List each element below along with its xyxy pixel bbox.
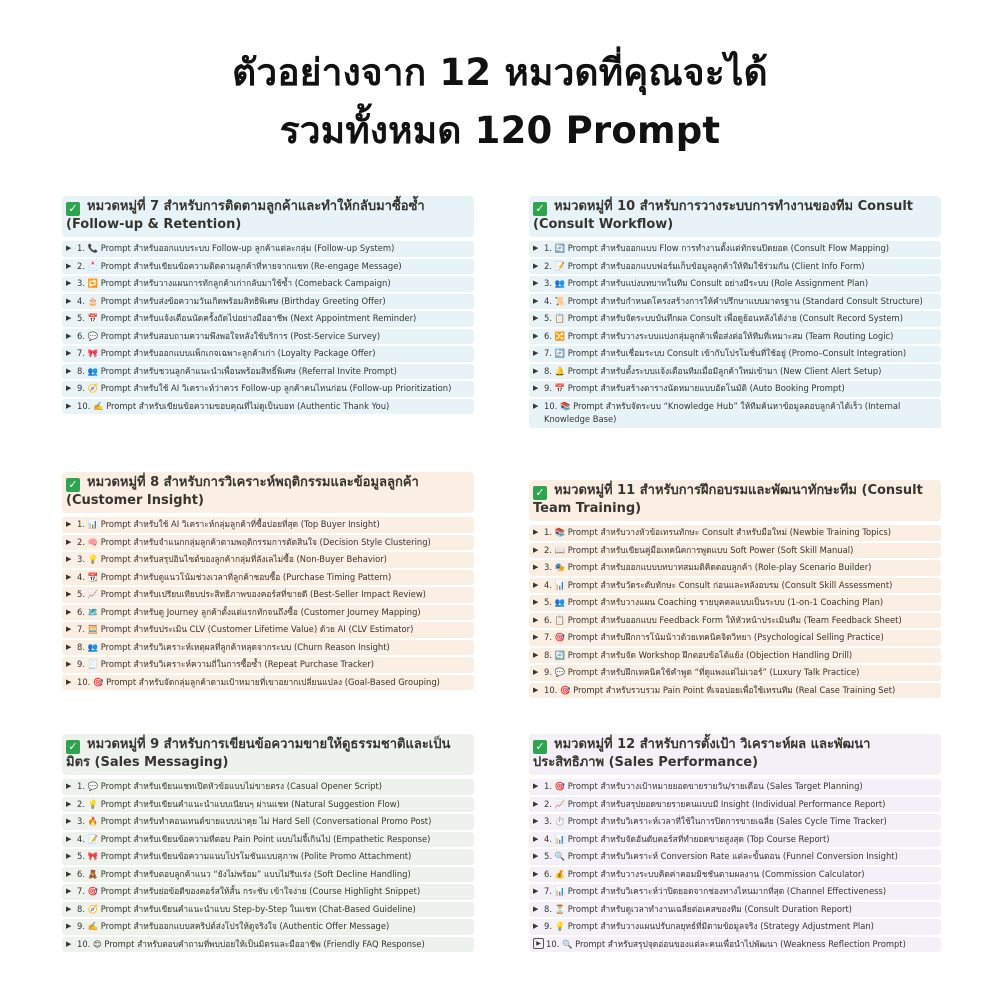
checkbox-icon: ✓ xyxy=(66,202,80,216)
toggle-triangle-icon[interactable]: ▶ xyxy=(533,650,539,659)
list-item[interactable]: ▶ 5. 🎀 Prompt สำหรับเขียนข้อความแนบโปรโมชันแบบสุภาพ (Polite Promo Attachment) xyxy=(62,849,474,865)
list-item[interactable]: ▶ 9. ✍️ Prompt สำหรับออกแบบสคริปต์ส่งโปรให้ดูจริงใจ (Authentic Offer Message) xyxy=(62,919,474,935)
prompt-list xyxy=(529,779,941,952)
page-title xyxy=(0,44,1000,160)
list-item[interactable]: ▶ 7. 🎯 Prompt สำหรับฝึกการโน้มน้าวด้วยเทคนิคจิตวิทยา (Psychological Selling Practice) xyxy=(529,630,941,646)
toggle-triangle-icon[interactable]: ▶ xyxy=(533,563,539,571)
title-line-2: รวมทั้งหมด 120 Prompt xyxy=(279,109,721,152)
list-item[interactable]: ▶ 5. 📈 Prompt สำหรับเปรียบเทียบประสิทธิภาพของคอร์สที่ขายดี (Best-Seller Impact Review) xyxy=(62,587,474,603)
list-item[interactable]: ▶ 8. 🧭 Prompt สำหรับเขียนคำแนะนำแบบ Step-by-Step ในแชท (Chat-Based Guideline) xyxy=(62,902,474,918)
list-item[interactable]: ▶ 9. 💬 Prompt สำหรับฝึกเทคนิคใช้คำพูด “ที่ดูแพงแต่ไม่เวอร์” (Luxury Talk Practice) xyxy=(529,665,941,681)
title-line-1: ตัวอย่างจาก 12 หมวดที่คุณจะได้ xyxy=(232,51,768,94)
list-item[interactable]: ▶ 10. 🎯 Prompt สำหรับรวบรวม Pain Point ที่เจอบ่อยเพื่อใช้เทรนทีม (Real Case Training Set) xyxy=(529,683,941,699)
list-item[interactable]: ▶ 9. 🧾 Prompt สำหรับวิเคราะห์ความถี่ในการซื้อซ้ำ (Repeat Purchase Tracker) xyxy=(62,657,474,673)
list-item[interactable]: ▶ 4. 📆 Prompt สำหรับดูแนวโน้มช่วงเวลาที่ลูกค้าชอบซื้อ (Purchase Timing Pattern) xyxy=(62,570,474,586)
toggle-triangle-icon[interactable]: ▶ xyxy=(533,366,539,375)
list-item[interactable]: ▶ 2. 📩 Prompt สำหรับเขียนข้อความติดตามลูกค้าที่หายจากแชท (Re-engage Message) xyxy=(62,259,474,275)
toggle-triangle-icon[interactable]: ▶ xyxy=(66,520,72,528)
toggle-triangle-icon[interactable]: ▶ xyxy=(533,331,539,340)
list-item[interactable]: ▶ 10. 😊 Prompt สำหรับตอบคำถามที่พบบ่อยให้เป็นมิตรและมืออาชีพ (Friendly FAQ Response) xyxy=(62,937,474,953)
toggle-triangle-icon[interactable]: ▶ xyxy=(66,922,72,930)
toggle-triangle-icon[interactable]: ▶ xyxy=(533,685,539,694)
list-item[interactable]: ▶ 3. 🎭 Prompt สำหรับออกแบบบทบาทสมมติคิดตอบลูกค้า (Role-play Scenario Builder) xyxy=(529,560,941,576)
toggle-triangle-icon[interactable]: ▶ xyxy=(533,633,539,641)
category-header: ✓ หมวดหมู่ที่ 9 สำหรับการเขียนข้อความขายให้ดูธรรมชาติและเป็นมิตร (Sales Messaging) xyxy=(62,734,474,775)
category-12 xyxy=(529,734,941,954)
toggle-triangle-icon[interactable]: ▶ xyxy=(66,834,72,843)
toggle-triangle-icon[interactable]: ▶ xyxy=(66,799,72,808)
toggle-triangle-icon[interactable]: ▶ xyxy=(533,668,539,676)
toggle-triangle-icon[interactable]: ▶ xyxy=(533,852,539,860)
list-item[interactable]: ▶ 10. 📚 Prompt สำหรับจัดระบบ “Knowledge Hub” ให้ทีมค้นหาข้อมูลตอบลูกค้าได้เร็ว (Internal Knowledge Base) xyxy=(529,399,941,428)
list-item[interactable]: ▶ 6. 🗺️ Prompt สำหรับดู Journey ลูกค้าตั้งแต่แรกทักจนถึงซื้อ (Customer Journey Mapping) xyxy=(62,605,474,621)
toggle-triangle-icon[interactable]: ▶ xyxy=(66,384,72,392)
category-header: ✓ หมวดหมู่ที่ 12 สำหรับการตั้งเป้า วิเคราะห์ผล และพัฒนาประสิทธิภาพ (Sales Performance) xyxy=(529,734,941,775)
list-item[interactable]: ▶ 6. 💬 Prompt สำหรับสอบถามความพึงพอใจหลังใช้บริการ (Post-Service Survey) xyxy=(62,329,474,345)
list-item[interactable]: ▶ 4. 📊 Prompt สำหรับจัดอันดับคอร์สที่ทำยอดขายสูงสุด (Top Course Report) xyxy=(529,832,941,848)
toggle-triangle-icon[interactable]: ▶ xyxy=(533,782,539,790)
toggle-triangle-icon[interactable]: ▶ xyxy=(66,555,72,563)
list-item[interactable]: ▶ 4. 📊 Prompt สำหรับวัดระดับทักษะ Consult ก่อนและหลังอบรม (Consult Skill Assessment) xyxy=(529,578,941,594)
toggle-triangle-icon[interactable]: ▶ xyxy=(533,384,539,392)
list-item[interactable]: ▶ 5. 🔍 Prompt สำหรับวิเคราะห์ Conversion Rate แต่ละขั้นตอน (Funnel Conversion Insight) xyxy=(529,849,941,865)
list-item[interactable]: ▶ 5. 👥 Prompt สำหรับวางแผน Coaching รายบุคคลแบบเป็นระบบ (1-on-1 Coaching Plan) xyxy=(529,595,941,611)
list-item[interactable]: ▶ 8. 👥 Prompt สำหรับวิเคราะห์เหตุผลที่ลูกค้าหลุดจากระบบ (Churn Reason Insight) xyxy=(62,640,474,656)
toggle-triangle-icon[interactable]: ▶ xyxy=(66,782,72,790)
toggle-triangle-icon[interactable]: ▶ xyxy=(533,279,539,287)
list-item[interactable]: ▶ 7. 🧮 Prompt สำหรับประเมิน CLV (Customer Lifetime Value) ด้วย AI (CLV Estimator) xyxy=(62,622,474,638)
category-header: ✓ หมวดหมู่ที่ 10 สำหรับการวางระบบการทำงานของทีม Consult (Consult Workflow) xyxy=(529,196,941,237)
toggle-triangle-icon[interactable]: ▶ xyxy=(66,537,72,546)
toggle-triangle-icon[interactable]: ▶ xyxy=(66,660,72,668)
checkbox-icon: ✓ xyxy=(66,740,80,754)
list-item[interactable]: ▶ 6. 🔀 Prompt สำหรับวางระบบแบ่งกลุ่มลูกค้าเพื่อส่งต่อให้ทีมที่เหมาะสม (Team Routing Logic) xyxy=(529,329,941,345)
category-8 xyxy=(62,472,474,692)
category-header: ✓ หมวดหมู่ที่ 7 สำหรับการติดตามลูกค้าและทำให้กลับมาซื้อซ้ำ (Follow-up & Retention) xyxy=(62,196,474,237)
toggle-triangle-icon[interactable]: ▶ xyxy=(533,922,539,930)
list-item[interactable]: ▶ 6. 📋 Prompt สำหรับออกแบบ Feedback Form ให้หัวหน้าประเมินทีม (Team Feedback Sheet) xyxy=(529,613,941,629)
list-item[interactable]: ▶ 2. 📖 Prompt สำหรับเขียนคู่มือเทคนิคการพูดแบบ Soft Power (Soft Skill Manual) xyxy=(529,543,941,559)
toggle-triangle-icon[interactable]: ▶ xyxy=(533,580,539,589)
toggle-triangle-icon[interactable]: ▶ xyxy=(533,817,539,825)
prompt-list xyxy=(529,525,941,698)
toggle-triangle-icon[interactable]: ▶ xyxy=(533,314,539,322)
toggle-triangle-icon[interactable]: ▶ xyxy=(533,349,539,357)
list-item[interactable]: ▶ 8. 🔄 Prompt สำหรับจัด Workshop ฝึกตอบข้อโต้แย้ง (Objection Handling Drill) xyxy=(529,648,941,664)
list-item[interactable]: ▶ 7. 🎯 Prompt สำหรับย่อข้อดีของคอร์สให้สั้น กระชับ เข้าใจง่าย (Course Highlight Snippet) xyxy=(62,884,474,900)
checkbox-icon: ✓ xyxy=(533,740,547,754)
prompt-list xyxy=(529,241,941,428)
list-item[interactable]: ▶ 6. 🧸 Prompt สำหรับตอบลูกค้าแนว “ยังไม่พร้อม” แบบไม่รีบเร่ง (Soft Decline Handling) xyxy=(62,867,474,883)
list-item[interactable]: ▶ 10. 🎯 Prompt สำหรับจัดกลุ่มลูกค้าตามเป้าหมายที่เขาอยากเปลี่ยนแปลง (Goal-Based Grouping) xyxy=(62,675,474,691)
toggle-triangle-icon[interactable]: ▶ xyxy=(533,244,539,252)
toggle-triangle-icon[interactable]: ▶ xyxy=(66,677,72,686)
toggle-triangle-icon[interactable]: ▶ xyxy=(66,625,72,633)
toggle-triangle-icon[interactable]: ▶ xyxy=(66,261,72,270)
list-item[interactable]: ▶ 3. 👥 Prompt สำหรับแบ่งบทบาทในทีม Consult อย่างมีระบบ (Role Assignment Plan) xyxy=(529,276,941,292)
toggle-triangle-icon[interactable]: ▶ xyxy=(66,852,72,860)
list-item[interactable]: ▶ 7. 📊 Prompt สำหรับวิเคราะห์ว่าปิดยอดจากช่องทางไหนมากที่สุด (Channel Effectiveness) xyxy=(529,884,941,900)
list-item[interactable]: ▶ 9. 💡 Prompt สำหรับวางแผนปรับกลยุทธ์ที่มีตามข้อมูลจริง (Strategy Adjustment Plan) xyxy=(529,919,941,935)
prompt-list xyxy=(62,241,474,414)
toggle-triangle-icon[interactable]: ▶ xyxy=(66,314,72,322)
toggle-triangle-icon[interactable]: ▶ xyxy=(66,817,72,825)
toggle-triangle-icon[interactable]: ▶ xyxy=(533,296,539,305)
toggle-triangle-icon[interactable]: ▶ xyxy=(533,904,539,913)
category-header: ✓ หมวดหมู่ที่ 11 สำหรับการฝึกอบรมและพัฒนาทักษะทีม (Consult Team Training) xyxy=(529,480,941,521)
list-item[interactable]: ▶ 9. 🧭 Prompt สำหรับใช้ AI วิเคราะห์ว่าควร Follow-up ลูกค้าคนไหนก่อน (Follow-up Prioritization) xyxy=(62,381,474,397)
list-item[interactable]: ▶ 1. 🔄 Prompt สำหรับออกแบบ Flow การทำงานตั้งแต่ทักจนปิดยอด (Consult Flow Mapping) xyxy=(529,241,941,257)
toggle-triangle-icon[interactable]: ▶ xyxy=(533,545,539,554)
toggle-triangle-icon[interactable]: ▶ xyxy=(66,869,72,878)
list-item[interactable]: ▶ 1. 📚 Prompt สำหรับวางหัวข้อเทรนทักษะ Consult สำหรับมือใหม่ (Newbie Training Topics) xyxy=(529,525,941,541)
toggle-triangle-icon[interactable]: ▶ xyxy=(533,799,539,808)
list-item[interactable]: ▶ 2. 📈 Prompt สำหรับสรุปยอดขายรายคนแบบมี Insight (Individual Performance Report) xyxy=(529,797,941,813)
toggle-triangle-icon[interactable]: ▶ xyxy=(66,366,72,375)
category-9 xyxy=(62,734,474,954)
toggle-triangle-icon[interactable]: ▶ xyxy=(533,887,539,895)
category-header: ✓ หมวดหมู่ที่ 8 สำหรับการวิเคราะห์พฤติกรรมและข้อมูลลูกค้า (Customer Insight) xyxy=(62,472,474,513)
list-item[interactable]: ▶ 2. 💡 Prompt สำหรับเขียนคำแนะนำแบบเนียนๆ ผ่านแชท (Natural Suggestion Flow) xyxy=(62,797,474,813)
toggle-triangle-icon[interactable]: ▶ xyxy=(533,401,539,410)
toggle-triangle-icon[interactable]: ▶ xyxy=(66,572,72,581)
toggle-triangle-icon[interactable]: ▶ xyxy=(66,296,72,305)
list-item[interactable]: ▶ 10. 🔍 Prompt สำหรับสรุปจุดอ่อนของแต่ละคนเพื่อนำไปพัฒนา (Weakness Reflection Prompt) xyxy=(529,937,941,953)
list-item[interactable]: ▶ 1. 💬 Prompt สำหรับเขียนแชทเปิดหัวข้อแบบไม่ขายตรง (Casual Opener Script) xyxy=(62,779,474,795)
category-11 xyxy=(529,480,941,700)
toggle-triangle-icon[interactable]: ▶ xyxy=(66,939,72,948)
list-item[interactable]: ▶ 1. 📊 Prompt สำหรับใช้ AI วิเคราะห์กลุ่มลูกค้าที่ซื้อบ่อยที่สุด (Top Buyer Insight) xyxy=(62,517,474,533)
list-item[interactable]: ▶ 3. ⏱️ Prompt สำหรับวิเคราะห์เวลาที่ใช้ในการปิดการขายเฉลี่ย (Sales Cycle Time Tracker) xyxy=(529,814,941,830)
list-item[interactable]: ▶ 3. 🔥 Prompt สำหรับทำคอนเทนต์ขายแบบน่าคุย ไม่ Hard Sell (Conversational Promo Post) xyxy=(62,814,474,830)
toggle-triangle-icon[interactable]: ▶ xyxy=(533,615,539,624)
toggle-triangle-icon[interactable]: ▶ xyxy=(66,349,72,357)
list-item[interactable]: ▶ 5. 📋 Prompt สำหรับจัดระบบบันทึกผล Consult เพื่อดูย้อนหลังได้ง่าย (Consult Record System) xyxy=(529,311,941,327)
list-item[interactable]: ▶ 4. 🎂 Prompt สำหรับส่งข้อความวันเกิดพร้อมสิทธิพิเศษ (Birthday Greeting Offer) xyxy=(62,294,474,310)
toggle-triangle-icon[interactable]: ▶ xyxy=(66,590,72,598)
list-item[interactable]: ▶ 3. 🔁 Prompt สำหรับวางแผนการทักลูกค้าเก่ากลับมาใช้ซ้ำ (Comeback Campaign) xyxy=(62,276,474,292)
checkbox-icon: ✓ xyxy=(66,478,80,492)
list-item[interactable]: ▶ 2. 🧠 Prompt สำหรับจำแนกกลุ่มลูกค้าตามพฤติกรรมการตัดสินใจ (Decision Style Clustering) xyxy=(62,535,474,551)
list-item[interactable]: ▶ 6. 💰 Prompt สำหรับวางระบบคิดค่าคอมมิชชันตามผลงาน (Commission Calculator) xyxy=(529,867,941,883)
toggle-triangle-icon[interactable]: ▶ xyxy=(66,642,72,651)
toggle-triangle-icon[interactable]: ▶ xyxy=(66,244,72,252)
list-item[interactable]: ▶ 2. 📝 Prompt สำหรับออกแบบฟอร์มเก็บข้อมูลลูกค้าให้ทีมใช้ร่วมกัน (Client Info Form) xyxy=(529,259,941,275)
list-item[interactable]: ▶ 5. 📅 Prompt สำหรับแจ้งเตือนนัดครั้งถัดไปอย่างมืออาชีพ (Next Appointment Reminder) xyxy=(62,311,474,327)
category-10 xyxy=(529,196,941,430)
toggle-triangle-icon[interactable]: ▶ xyxy=(66,279,72,287)
list-item[interactable]: ▶ 1. 🎯 Prompt สำหรับวางเป้าหมายยอดขายรายวัน/รายเดือน (Sales Target Planning) xyxy=(529,779,941,795)
list-item[interactable]: ▶ 7. 🎀 Prompt สำหรับออกแบบแพ็กเกจเฉพาะลูกค้าเก่า (Loyalty Package Offer) xyxy=(62,346,474,362)
list-item[interactable]: ▶ 8. 👥 Prompt สำหรับชวนลูกค้าแนะนำเพื่อนพร้อมสิทธิ์พิเศษ (Referral Invite Prompt) xyxy=(62,364,474,380)
list-item[interactable]: ▶ 8. ⏳ Prompt สำหรับดูเวลาทำงานเฉลี่ยต่อเคสของทีม (Consult Duration Report) xyxy=(529,902,941,918)
list-item[interactable]: ▶ 3. 💡 Prompt สำหรับสรุปอินไซต์ของลูกค้ากลุ่มที่ลังเลไม่ซื้อ (Non-Buyer Behavior) xyxy=(62,552,474,568)
toggle-triangle-icon[interactable]: ▶ xyxy=(533,528,539,536)
category-7 xyxy=(62,196,474,416)
list-item[interactable]: ▶ 8. 🔔 Prompt สำหรับตั้งระบบแจ้งเตือนทีมเมื่อมีลูกค้าใหม่เข้ามา (New Client Alert Setup) xyxy=(529,364,941,380)
toggle-triangle-icon[interactable]: ▶ xyxy=(66,401,72,410)
checkbox-icon: ✓ xyxy=(533,202,547,216)
toggle-triangle-icon[interactable]: ▶ xyxy=(533,938,544,949)
checkbox-icon: ✓ xyxy=(533,486,547,500)
toggle-triangle-icon[interactable]: ▶ xyxy=(533,261,539,270)
toggle-triangle-icon[interactable]: ▶ xyxy=(533,869,539,878)
toggle-triangle-icon[interactable]: ▶ xyxy=(66,607,72,616)
list-item[interactable]: ▶ 7. 🔄 Prompt สำหรับเชื่อมระบบ Consult เข้ากับโปรโมชั่นที่ใช้อยู่ (Promo–Consult Integration) xyxy=(529,346,941,362)
toggle-triangle-icon[interactable]: ▶ xyxy=(533,598,539,606)
list-item[interactable]: ▶ 1. 📞 Prompt สำหรับออกแบบระบบ Follow-up ลูกค้าแต่ละกลุ่ม (Follow-up System) xyxy=(62,241,474,257)
toggle-triangle-icon[interactable]: ▶ xyxy=(66,331,72,340)
list-item[interactable]: ▶ 4. 📜 Prompt สำหรับกำหนดโครงสร้างการให้คำปรึกษาแบบมาตรฐาน (Standard Consult Structure) xyxy=(529,294,941,310)
toggle-triangle-icon[interactable]: ▶ xyxy=(66,904,72,913)
toggle-triangle-icon[interactable]: ▶ xyxy=(533,834,539,843)
prompt-list xyxy=(62,779,474,952)
prompt-list xyxy=(62,517,474,690)
list-item[interactable]: ▶ 10. ✍️ Prompt สำหรับเขียนข้อความขอบคุณที่ไม่ดูเป็นบอท (Authentic Thank You) xyxy=(62,399,474,415)
toggle-triangle-icon[interactable]: ▶ xyxy=(66,887,72,895)
list-item[interactable]: ▶ 9. 📅 Prompt สำหรับสร้างตารางนัดหมายแบบอัตโนมัติ (Auto Booking Prompt) xyxy=(529,381,941,397)
list-item[interactable]: ▶ 4. 📝 Prompt สำหรับเขียนข้อความที่ตอบ Pain Point แบบไม่จี้เกินไป (Empathetic Response) xyxy=(62,832,474,848)
